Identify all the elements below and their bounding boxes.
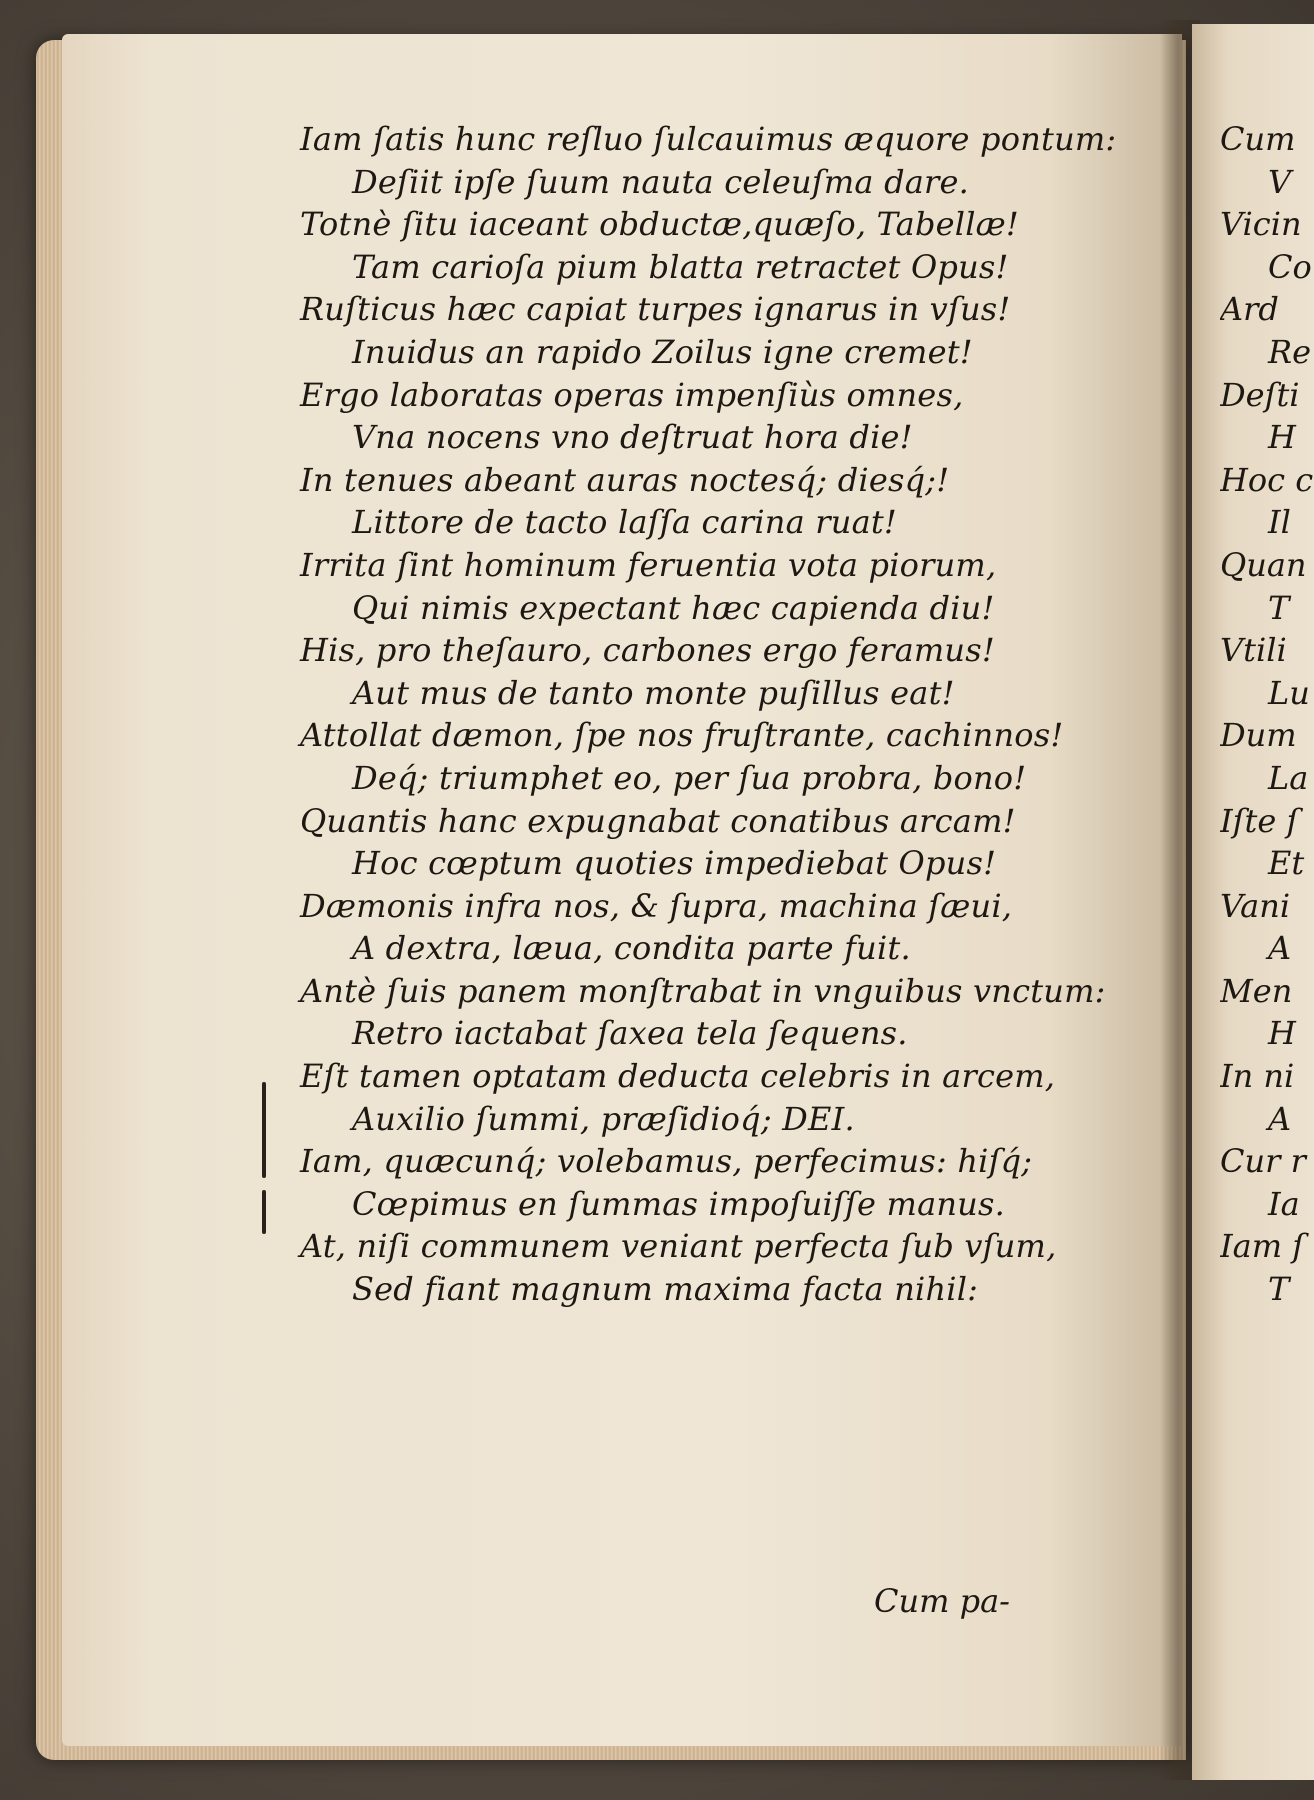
right-page-line: Vani [1220, 886, 1291, 925]
poem-line: Quantis hanc expugnabat conatibus arcam! [300, 801, 1016, 840]
right-page-line: Men [1220, 971, 1293, 1010]
poem-line: Sed fiant magnum maxima facta nihil: [352, 1270, 979, 1309]
right-page-line: Re [1268, 332, 1312, 371]
poem-line: Iam ſatis hunc reſluo ſulcauimus æquore pontum: [300, 120, 1117, 158]
right-page-line: Dum [1220, 716, 1297, 755]
poem-line: Dæmonis infra nos, & ſupra, machina ſæui, [300, 886, 1013, 925]
poem-line: Deq́; triumphet eo, per ſua probra, bono! [352, 758, 1027, 797]
right-page-line: Ia [1268, 1184, 1300, 1223]
right-page-line: Deſti [1220, 375, 1300, 414]
poem-line: Attollat dæmon, ſpe nos fruſtrante, cachinnos! [300, 716, 1064, 755]
poem-line: At, niſi communem veniant perfecta ſub vſum, [300, 1227, 1057, 1266]
right-page-line: Vtili [1220, 631, 1287, 670]
right-page-line: Iam ſ [1220, 1227, 1305, 1266]
poem-line: Inuidus an rapido Zoilus igne cremet! [352, 332, 973, 371]
poem-line: Vna nocens vno deſtruat hora die! [352, 418, 913, 457]
right-page-line: Co [1268, 247, 1312, 286]
right-page-line: H [1268, 418, 1296, 457]
margin-mark-upper [262, 1082, 266, 1178]
poem-line: His, pro theſauro, carbones ergo feramus! [300, 631, 995, 670]
right-page-line: Lu [1268, 673, 1310, 712]
right-page-line: Quan [1220, 545, 1307, 584]
poem-line: Auxilio ſummi, præſidioq́; DEI. [352, 1099, 855, 1138]
poem-line: Cœpimus en ſummas impoſuiſſe manus. [352, 1184, 1005, 1223]
poem-line: Totnè ſitu iaceant obductæ,quæſo, Tabellæ! [300, 205, 1019, 244]
poem-line: Tam carioſa pium blatta retractet Opus! [352, 247, 1009, 286]
poem-line: Aut mus de tanto monte puſillus eat! [352, 673, 955, 712]
poem-line: Qui nimis expectant hæc capienda diu! [352, 588, 995, 627]
right-page-line: Cum [1220, 120, 1296, 158]
margin-mark-lower [262, 1190, 266, 1234]
poem-line: A dextra, læua, condita parte fuit. [352, 929, 911, 968]
right-page-line: Cur r [1220, 1142, 1306, 1181]
right-page-line: A [1268, 1099, 1292, 1138]
right-page-line: La [1268, 758, 1309, 797]
right-page-line: Il [1268, 503, 1291, 542]
right-page-line: Et [1268, 844, 1305, 883]
poem-line: Deſiit ipſe ſuum nauta celeuſma dare. [352, 162, 970, 201]
right-page-line: H [1268, 1014, 1296, 1053]
poem-line: Iam, quæcunq́; volebamus, perfecimus: hiſq́; [300, 1142, 1033, 1181]
poem-line: Irrita ſint hominum feruentia vota piorum, [300, 545, 997, 584]
right-page-line: T [1268, 1270, 1290, 1309]
poem-line: Antè ſuis panem monſtrabat in vnguibus vnctum: [300, 971, 1106, 1010]
poem-text [300, 118, 1180, 1311]
poem-line: Retro iactabat ſaxea tela ſequens. [352, 1014, 908, 1053]
poem-line: Hoc cœptum quoties impediebat Opus! [352, 844, 997, 883]
right-page-line: Iſte ſ [1220, 801, 1299, 840]
right-page-line: In ni [1220, 1057, 1295, 1096]
poem-line: Eſt tamen optatam deducta celebris in arcem, [300, 1057, 1056, 1096]
right-page-line: A [1268, 929, 1292, 968]
poem-line: Littore de tacto laſſa carina ruat! [352, 503, 897, 542]
right-page-line: Hoc c [1220, 460, 1314, 499]
right-page-line: Ard [1220, 290, 1279, 329]
poem-line: Ergo laboratas operas impenſiùs omnes, [300, 375, 964, 414]
catchword: Cum pa- [874, 1582, 1010, 1620]
poem-line: In tenues abeant auras noctesq́; diesq́;! [300, 460, 950, 499]
right-page-line: T [1268, 588, 1290, 627]
right-page-text [1220, 118, 1314, 1311]
poem-line: Ruſticus hæc capiat turpes ignarus in vſus! [300, 290, 1011, 329]
right-page-line: V [1268, 162, 1292, 201]
right-page-line: Vicin [1220, 205, 1302, 244]
